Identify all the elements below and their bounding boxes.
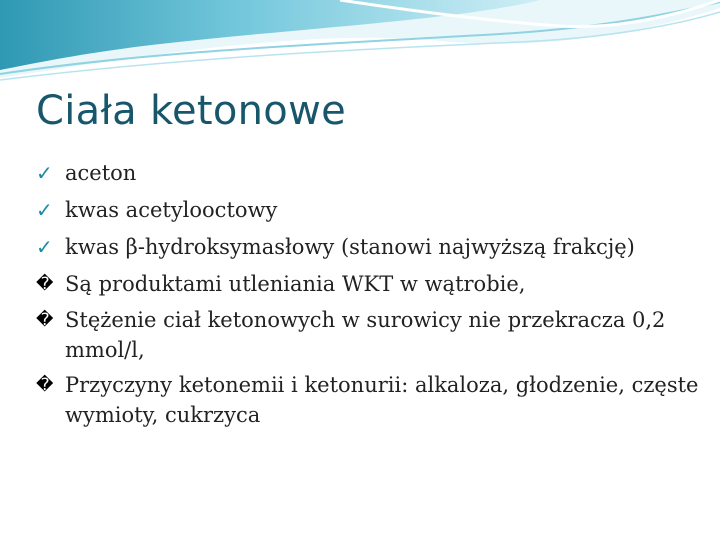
slide-title: Ciała ketonowe (36, 88, 347, 134)
header-wave-decoration (0, 0, 720, 90)
list-item (36, 194, 706, 226)
list-item-text: Stężenie ciał ketonowych w surowicy nie przekracza 0,2 mmol/l, (65, 308, 666, 362)
list-item (36, 370, 706, 430)
list-item (36, 268, 706, 300)
missing-glyph-icon: � (36, 274, 54, 294)
list-item (36, 305, 706, 365)
list-item-text: kwas acetylooctowy (65, 198, 278, 222)
list-item (36, 231, 706, 263)
list-item-text: aceton (65, 161, 137, 185)
list-item-text: Przyczyny ketonemii i ketonurii: alkaloza, głodzenie, częste wymioty, cukrzyca (65, 373, 699, 427)
check-icon: ✓ (36, 161, 53, 185)
missing-glyph-icon: � (36, 310, 54, 330)
check-icon: ✓ (36, 235, 53, 259)
list-item-text: kwas β-hydroksymasłowy (stanowi najwyższą frakcję) (65, 235, 635, 259)
missing-glyph-icon: � (36, 375, 54, 395)
list-item (36, 157, 706, 189)
bullet-list (36, 157, 706, 435)
check-icon: ✓ (36, 198, 53, 222)
list-item-text: Są produktami utleniania WKT w wątrobie, (65, 272, 526, 296)
